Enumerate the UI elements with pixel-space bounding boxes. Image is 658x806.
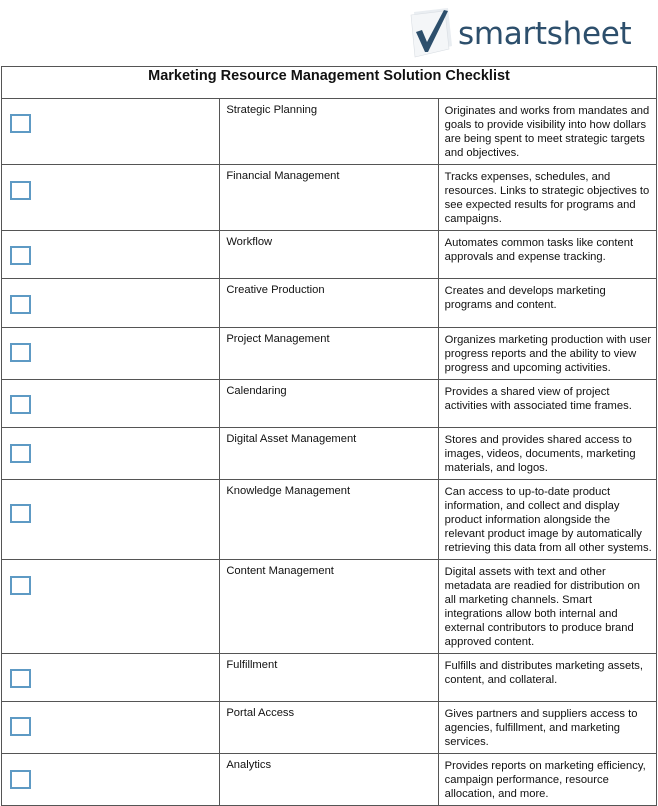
checkbox-cell	[2, 279, 220, 328]
checkbox[interactable]	[10, 295, 31, 314]
checklist-row	[2, 380, 657, 428]
checkmark-logo-icon	[408, 6, 458, 60]
checklist-row	[2, 654, 657, 702]
checkbox[interactable]	[10, 246, 31, 265]
checklist-row	[2, 754, 657, 806]
item-description: Provides reports on marketing efficiency, campaign performance, resource allocation, and more.	[438, 754, 656, 806]
item-description: Fulfills and distributes marketing assets, content, and collateral.	[438, 654, 656, 702]
item-description: Stores and provides shared access to images, videos, documents, marketing materials, and logos.	[438, 428, 656, 480]
checkbox-cell	[2, 428, 220, 480]
item-name: Fulfillment	[220, 654, 438, 702]
checkbox[interactable]	[10, 395, 31, 414]
checkbox-cell	[2, 702, 220, 754]
item-name: Financial Management	[220, 165, 438, 231]
checkbox-cell	[2, 165, 220, 231]
checklist-title: Marketing Resource Management Solution Checklist	[2, 67, 657, 99]
checklist-row	[2, 328, 657, 380]
item-description: Can access to up-to-date product information, and collect and display product information alongside the relevant product image by automatically retrieving this data from all other systems.	[438, 480, 656, 560]
checkbox-cell	[2, 99, 220, 165]
checkbox-cell	[2, 328, 220, 380]
item-name: Content Management	[220, 560, 438, 654]
checklist-row	[2, 279, 657, 328]
item-description: Gives partners and suppliers access to agencies, fulfillment, and marketing services.	[438, 702, 656, 754]
checklist-row	[2, 231, 657, 279]
item-name: Portal Access	[220, 702, 438, 754]
item-name: Analytics	[220, 754, 438, 806]
checklist-row	[2, 702, 657, 754]
checkbox-cell	[2, 231, 220, 279]
checkbox-cell	[2, 654, 220, 702]
checkbox-cell	[2, 754, 220, 806]
checkbox[interactable]	[10, 343, 31, 362]
item-description: Automates common tasks like content approvals and expense tracking.	[438, 231, 656, 279]
item-name: Workflow	[220, 231, 438, 279]
checkbox[interactable]	[10, 504, 31, 523]
item-description: Tracks expenses, schedules, and resources. Links to strategic objectives to see expected results for programs and campaigns.	[438, 165, 656, 231]
checkbox[interactable]	[10, 717, 31, 736]
checkbox[interactable]	[10, 669, 31, 688]
item-description: Digital assets with text and other metadata are readied for distribution on all marketing channels. Smart integrations allow both internal and external contributors to produce brand approved content.	[438, 560, 656, 654]
checklist-row	[2, 428, 657, 480]
item-name: Strategic Planning	[220, 99, 438, 165]
checklist-row	[2, 480, 657, 560]
checkbox[interactable]	[10, 770, 31, 789]
item-name: Digital Asset Management	[220, 428, 438, 480]
checklist-row	[2, 560, 657, 654]
item-name: Knowledge Management	[220, 480, 438, 560]
checkbox[interactable]	[10, 444, 31, 463]
checkbox-cell	[2, 380, 220, 428]
checklist-row	[2, 165, 657, 231]
checkbox[interactable]	[10, 576, 31, 595]
checklist-row	[2, 99, 657, 165]
checklist-table	[1, 66, 657, 806]
item-description: Organizes marketing production with user progress reports and the ability to view progress and upcoming activities.	[438, 328, 656, 380]
item-name: Creative Production	[220, 279, 438, 328]
checkbox[interactable]	[10, 114, 31, 133]
smartsheet-logo	[408, 6, 648, 60]
item-name: Project Management	[220, 328, 438, 380]
checkbox-cell	[2, 560, 220, 654]
item-name: Calendaring	[220, 380, 438, 428]
item-description: Provides a shared view of project activities with associated time frames.	[438, 380, 656, 428]
checkbox-cell	[2, 480, 220, 560]
checkbox[interactable]	[10, 181, 31, 200]
item-description: Originates and works from mandates and goals to provide visibility into how dollars are being spent to meet strategic targets and objectives.	[438, 99, 656, 165]
item-description: Creates and develops marketing programs and content.	[438, 279, 656, 328]
brand-name: smartsheet	[458, 16, 632, 52]
